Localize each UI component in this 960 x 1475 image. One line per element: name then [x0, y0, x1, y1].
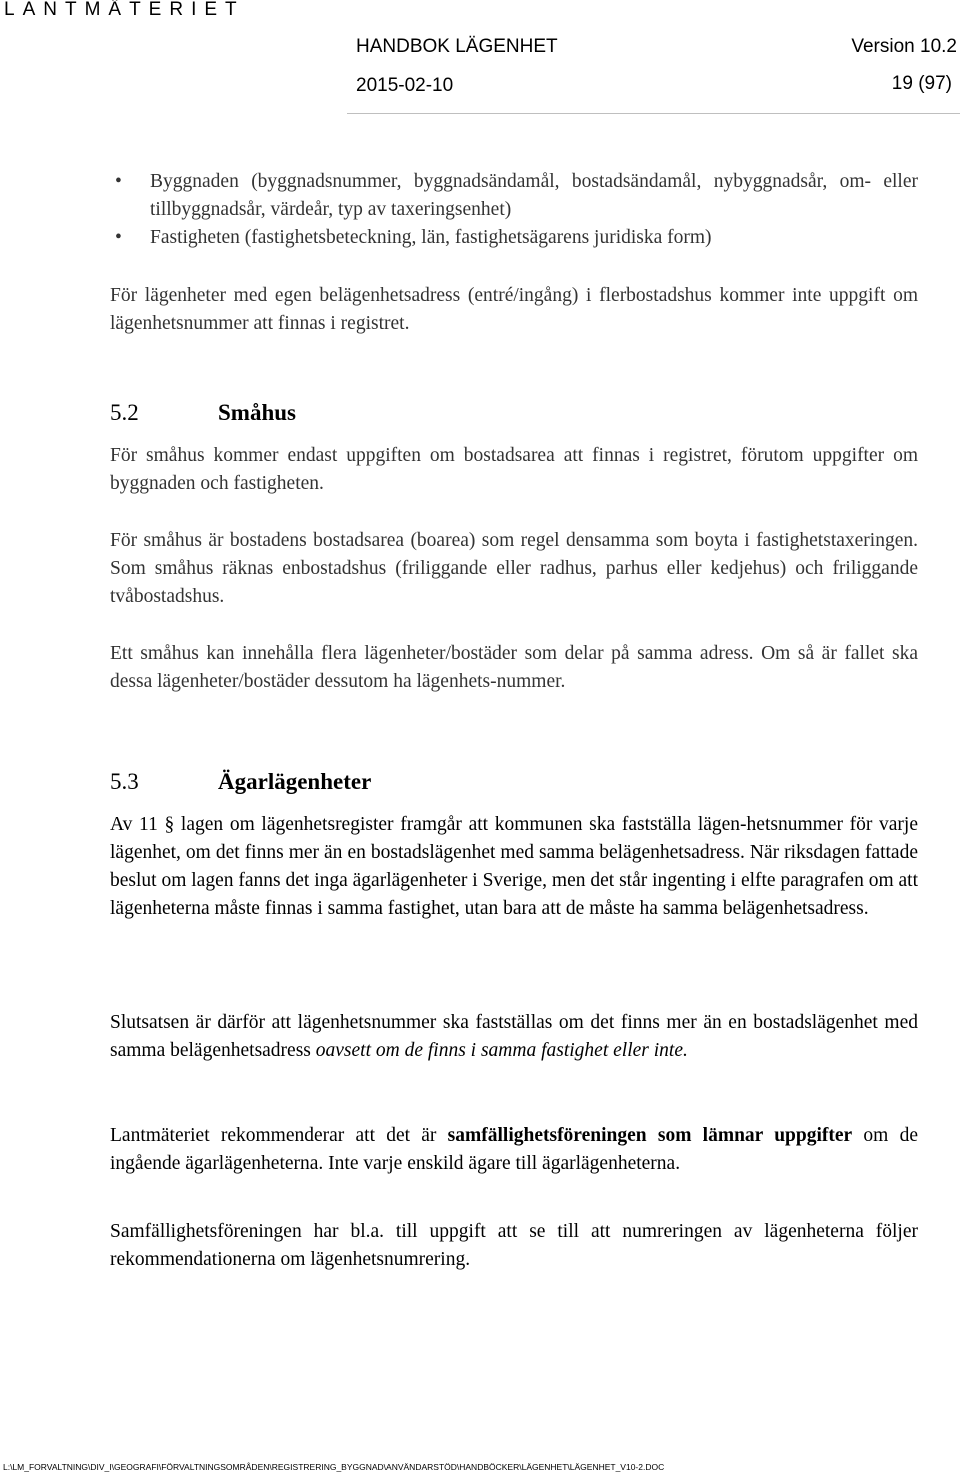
footer-file-path: L:\LM_FORVALTNING\DIV_I\GEOGRAFI\FÖRVALTNINGSOMRÅDEN\REGISTRERING_BYGGNAD\ANVÄNDARSTÖD\HANDBÖCKER\LÄGENHET\LÄGENHET_V10-2.DOC	[3, 1462, 665, 1472]
paragraph: Av 11 § lagen om lägenhetsregister framgår att kommunen ska fastställa lägen-hetsnummer för varje lägenhet, om det finns mer än en bostadslägenhet med samma belägenhetsadress. När riksdagen fattade beslut om lagen fanns det inga ägarlägenheter i Sverige, men det står ingenting i elfte paragrafen om att lägenheterna måste finnas i samma fastighet, utan bara att de måste ha samma belägenhetsadress.	[110, 814, 918, 919]
page-number: 19 (97)	[891, 73, 952, 94]
list-item-text: Fastigheten (fastighetsbeteckning, län, fastighetsägarens juridiska form)	[150, 227, 712, 248]
section-number: 5.3	[110, 769, 139, 794]
bullet-icon: •	[115, 227, 122, 248]
paragraph-text: Slutsatsen är därför att lägenhetsnummer ska fastställas om det finns mer än en bostadslägenhet med samma belägenhetsadress	[110, 1012, 918, 1061]
intro-paragraph: För lägenheter med egen belägenhetsadress (entré/ingång) i flerbostadshus kommer inte uppgift om lägenhetsnummer att finnas i registret.	[110, 285, 918, 334]
bullet-list	[110, 168, 918, 252]
section-title: Ägarlägenheter	[218, 769, 372, 794]
section-number: 5.2	[110, 400, 139, 425]
paragraph: För småhus är bostadens bostadsarea (boarea) som regel densamma som boyta i fastighetstaxeringen. Som småhus räknas enbostadshus (friliggande eller radhus, parhus eller kedjehus) och friliggande tvåbostadshus.	[110, 530, 918, 607]
list-item-text: Byggnaden (byggnadsnummer, byggnadsändamål, bostadsändamål, nybyggnadsår, om- eller tillbyggnadsår, värdeår, typ av taxeringsenhet)	[150, 171, 918, 220]
section-heading-5-3	[110, 767, 918, 797]
paragraph: Ett småhus kan innehålla flera lägenheter/bostäder som delar på samma adress. Om så är fallet ska dessa lägenheter/bostäder dessutom ha lägenhets-nummer.	[110, 643, 918, 692]
bullet-icon: •	[115, 171, 122, 192]
paragraph: Samfällighetsföreningen har bl.a. till uppgift att se till att numreringen av lägenheterna följer rekommendationerna om lägenhetsnumrering.	[110, 1221, 918, 1270]
paragraph-text: om de ingående ägarlägenheterna. Inte varje enskild ägare till ägarlägenheterna.	[110, 1125, 918, 1174]
paragraph	[110, 1122, 918, 1178]
document-version: Version 10.2	[851, 36, 957, 57]
paragraph	[110, 1009, 918, 1065]
list-item	[110, 168, 918, 224]
section-title: Småhus	[218, 400, 296, 425]
document-date: 2015-02-10	[356, 75, 454, 96]
paragraph-italic-text: oavsett om de finns i samma fastighet eller inte.	[315, 1040, 688, 1061]
document-title: HANDBOK LÄGENHET	[356, 36, 558, 57]
paragraph-text: Lantmäteriet rekommenderar att det är	[110, 1125, 448, 1146]
section-heading-5-2	[110, 398, 918, 428]
list-item	[110, 224, 918, 252]
paragraph: För småhus kommer endast uppgiften om bostadsarea att finnas i registret, förutom uppgifter om byggnaden och fastigheten.	[110, 445, 918, 494]
header-divider	[347, 113, 960, 114]
paragraph-bold-text: samfällighetsföreningen som lämnar uppgifter	[447, 1125, 853, 1146]
brand-logo-text: LANTMÄTERIET	[4, 0, 245, 20]
